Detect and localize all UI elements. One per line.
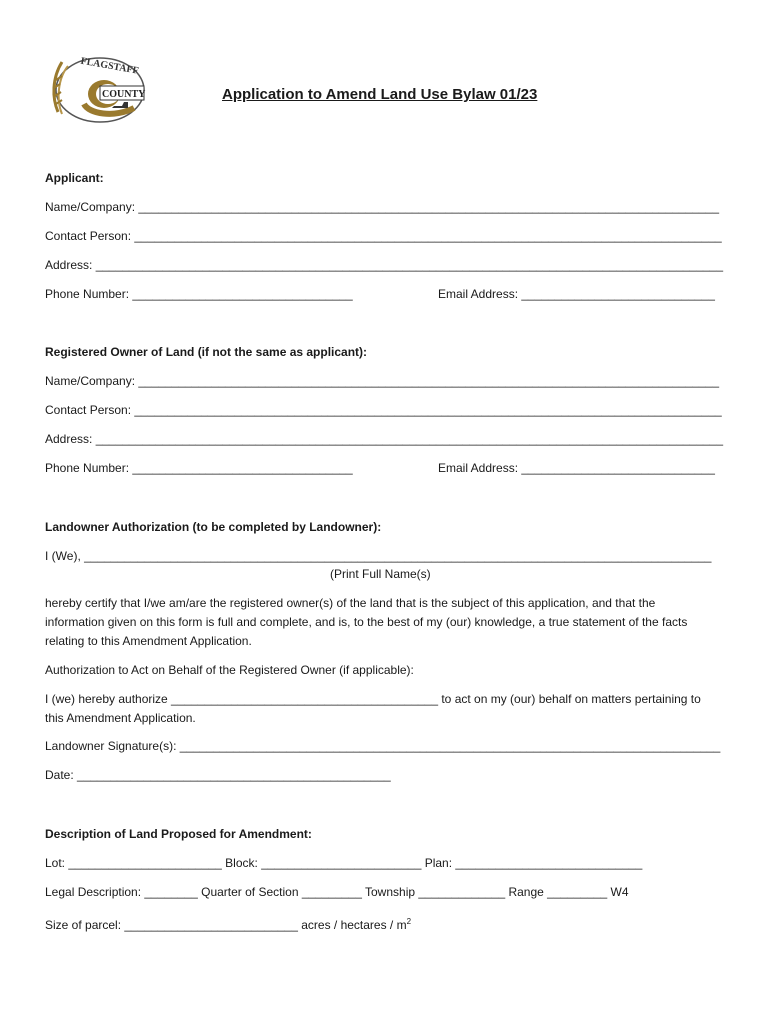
applicant-address-field[interactable]: Address: ______________________________________________________________________________________________ <box>45 258 724 272</box>
owner-email-field[interactable]: Email Address: _____________________________ <box>438 461 715 475</box>
applicant-email-field[interactable]: Email Address: _____________________________ <box>438 287 715 301</box>
applicant-name-field[interactable]: Name/Company: _______________________________________________________________________________________ <box>45 200 719 214</box>
applicant-phone-field[interactable]: Phone Number: _________________________________ <box>45 287 353 301</box>
flagstaff-county-logo <box>44 48 150 128</box>
landowner-signature-field[interactable]: Landowner Signature(s): _________________________________________________________________________________ <box>45 739 721 753</box>
owner-contact-field[interactable]: Contact Person: ________________________________________________________________________________________ <box>45 403 722 417</box>
squared-superscript: 2 <box>406 917 412 926</box>
parcel-size-label: Size of parcel: __________________________ acres / hectares / m <box>45 918 407 932</box>
logo-text-top: FLAGSTAFF <box>79 55 140 77</box>
logo-text-main: COUNTY <box>102 89 146 100</box>
date-field[interactable]: Date: _______________________________________________ <box>45 768 391 782</box>
act-on-behalf-label: Authorization to Act on Behalf of the Registered Owner (if applicable): <box>45 663 414 677</box>
owner-address-field[interactable]: Address: ______________________________________________________________________________________________ <box>45 432 724 446</box>
landowner-name-field[interactable]: I (We), ______________________________________________________________________________________________ <box>45 549 712 563</box>
legal-description-field[interactable]: Legal Description: ________ Quarter of Section _________ Township _____________ Range _________ W4 <box>45 885 629 899</box>
owner-heading: Registered Owner of Land (if not the same as applicant): <box>45 345 368 359</box>
land-description-heading: Description of Land Proposed for Amendment: <box>45 827 312 841</box>
parcel-size-field[interactable] <box>45 914 411 933</box>
authorization-heading: Landowner Authorization (to be completed by Landowner): <box>45 520 382 534</box>
applicant-heading: Applicant: <box>45 171 104 185</box>
lot-block-plan-field[interactable]: Lot: _______________________ Block: ________________________ Plan: ____________________________ <box>45 856 643 870</box>
form-title: Application to Amend Land Use Bylaw 01/23 <box>222 86 538 103</box>
certification-text: hereby certify that I/we am/are the registered owner(s) of the land that is the subject of this application, and that the information given on this form is full and complete, and is, to the best of my (our) knowledge, a true statement of the facts relating to this Amendment Application. <box>45 596 688 648</box>
applicant-contact-field[interactable]: Contact Person: ________________________________________________________________________________________ <box>45 229 722 243</box>
owner-phone-field[interactable]: Phone Number: _________________________________ <box>45 461 353 475</box>
print-name-caption: (Print Full Name(s) <box>330 567 431 581</box>
owner-name-field[interactable]: Name/Company: _______________________________________________________________________________________ <box>45 374 719 388</box>
authorize-agent-field[interactable]: I (we) hereby authorize ________________________________________ to act on my (our) behalf on matters pertaining to this Amendment Application. <box>45 692 701 725</box>
